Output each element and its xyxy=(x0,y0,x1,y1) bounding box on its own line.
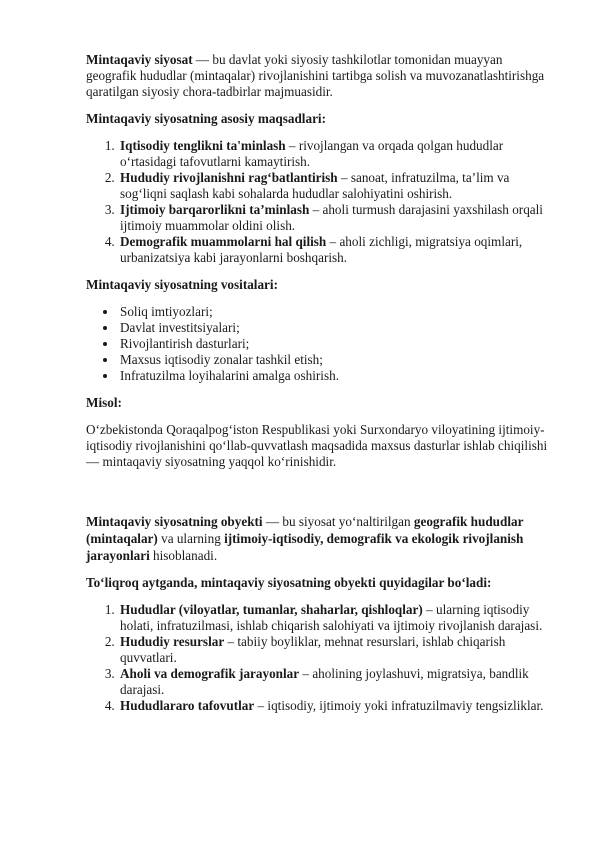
goal-term: Hududiy rivojlanishni rag‘batlantirish xyxy=(120,170,338,185)
goal-item xyxy=(118,234,554,266)
tool-item: • Soliq imtiyozlari; xyxy=(118,304,554,320)
goal-term: Iqtisodiy tenglikni ta'minlash xyxy=(120,138,286,153)
section-gap xyxy=(86,481,554,513)
tool-item: • Rivojlantirish dasturlari; xyxy=(118,336,554,352)
tool-item: • Davlat investitsiyalari; xyxy=(118,320,554,336)
intro-paragraph xyxy=(86,52,554,100)
object-item-term: Hududlar (viloyatlar, tumanlar, shaharlar, qishloqlar) xyxy=(120,602,423,617)
object-text-3: hisoblanadi. xyxy=(149,548,218,563)
object-text-2: va ularning xyxy=(157,531,225,546)
intro-term: Mintaqaviy siyosat xyxy=(86,52,193,67)
object-term: Mintaqaviy siyosatning obyekti xyxy=(86,514,263,529)
intro-text: — bu davlat yoki siyosiy tashkilotlar tomonidan muayyan geografik hududlar (mintaqalar) rivojlanishini tartibga solish va muvozanatlashtirishga qaratilgan siyosiy chora-tadbirlar majmuasidir. xyxy=(86,52,545,99)
tool-item: • Infratuzilma loyihalarini amalga oshirish. xyxy=(118,368,554,384)
object-bold-1: geografik hududlar (mintaqalar) xyxy=(86,514,524,546)
goal-text: – aholi zichligi, migratsiya oqimlari, urbanizatsiya kabi jarayonlarni boshqarish. xyxy=(120,234,523,265)
goal-item xyxy=(118,138,554,170)
object-text-1: — bu siyosat yo‘naltirilgan xyxy=(262,514,414,529)
goals-list xyxy=(86,138,554,266)
object-bold-2: ijtimoiy-iqtisodiy, demografik va ekologik rivojlanish jarayonlari xyxy=(86,531,524,563)
goal-item xyxy=(118,202,554,234)
example-heading: Misol: xyxy=(86,395,122,410)
object-list-heading: To‘liqroq aytganda, mintaqaviy siyosatning obyekti quyidagilar bo‘ladi: xyxy=(86,575,492,590)
object-list xyxy=(86,602,554,714)
goals-heading: Mintaqaviy siyosatning asosiy maqsadlari: xyxy=(86,111,326,126)
tool-item: • Maxsus iqtisodiy zonalar tashkil etish; xyxy=(118,352,554,368)
tools-heading: Mintaqaviy siyosatning vositalari: xyxy=(86,277,278,292)
object-item xyxy=(118,634,554,666)
object-item-text: – iqtisodiy, ijtimoiy yoki infratuzilmaviy tengsizliklar. xyxy=(254,698,544,713)
object-item xyxy=(118,698,554,714)
goal-text: – rivojlangan va orqada qolgan hududlar o‘rtasidagi tafovutlarni kamaytirish. xyxy=(120,138,504,169)
goal-text: – sanoat, infratuzilma, ta’lim va sog‘liqni saqlash kabi sohalarda hududlar salohiyatini oshirish. xyxy=(120,170,510,201)
goal-term: Ijtimoiy barqarorlikni ta’minlash xyxy=(120,202,310,217)
object-item xyxy=(118,666,554,698)
goal-item xyxy=(118,170,554,202)
object-item-term: Aholi va demografik jarayonlar xyxy=(120,666,300,681)
object-item-text: – aholining joylashuvi, migratsiya, bandlik darajasi. xyxy=(120,666,529,697)
object-item xyxy=(118,602,554,634)
object-item-term: Hududiy resurslar xyxy=(120,634,225,649)
object-item-term: Hududlararo tafovutlar xyxy=(120,698,255,713)
tools-list xyxy=(86,304,554,384)
object-item-text: – ularning iqtisodiy holati, infratuzilmasi, ishlab chiqarish salohiyati va ijtimoiy rivojlanish darajasi. xyxy=(120,602,543,633)
object-paragraph xyxy=(86,513,554,564)
example-paragraph: O‘zbekistonda Qoraqalpog‘iston Respublikasi yoki Surxondaryo viloyatining ijtimoiy-iqtisodiy rivojlanishini qo‘llab-quvvatlash maqsadida maxsus dasturlar ishlab chiqilishi — mintaqaviy siyosatning yaqqol ko‘rinishidir. xyxy=(86,422,548,469)
goal-term: Demografik muammolarni hal qilish xyxy=(120,234,327,249)
object-item-text: – tabiiy boyliklar, mehnat resurslari, ishlab chiqarish quvvatlari. xyxy=(120,634,506,665)
goal-text: – aholi turmush darajasini yaxshilash orqali ijtimoiy muammolar oldini olish. xyxy=(120,202,543,233)
